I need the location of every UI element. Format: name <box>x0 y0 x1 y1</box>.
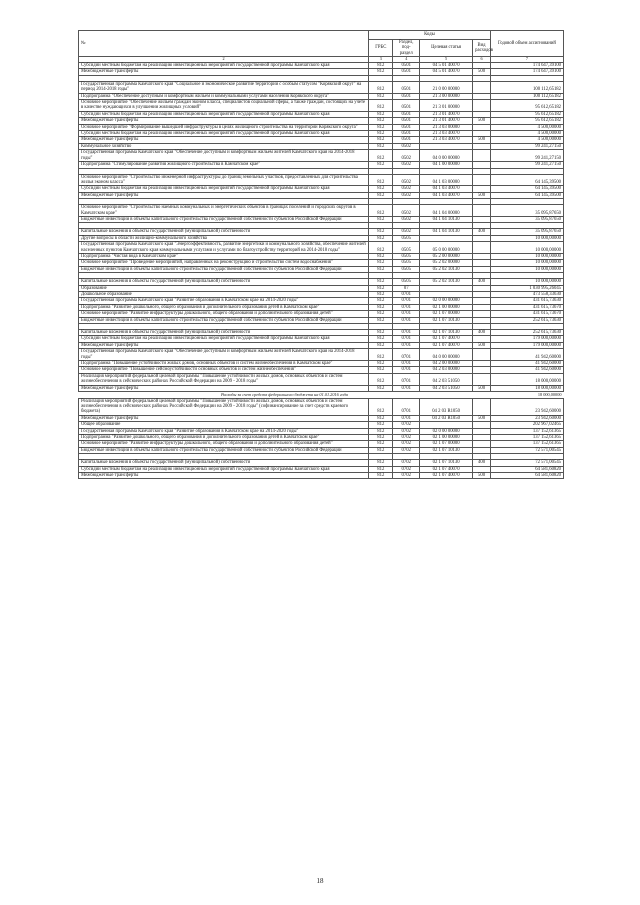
row-razdel: 0702 <box>393 441 420 447</box>
row-razdel: 0501 <box>393 124 420 130</box>
row-target-article: 02 1 00 00000 <box>420 434 473 440</box>
row-expense-type <box>473 174 491 186</box>
row-target-article: 04 1 00 00000 <box>420 162 473 168</box>
row-grbs: 812 <box>369 235 393 241</box>
row-razdel: 0701 <box>393 342 420 348</box>
row-sum: 4 500,00000 <box>490 131 563 137</box>
row-sum: 137 152,61365 <box>490 434 563 440</box>
row-razdel: 0701 <box>393 292 420 298</box>
row-name: Бюджетные инвестиции в объекты капитального строительства государственной собственности субъектов Российской Федерации <box>79 266 369 272</box>
row-razdel: 0505 <box>393 242 420 254</box>
table-row <box>79 81 564 93</box>
row-grbs: 812 <box>369 162 393 168</box>
row-target-article: 02 0 00 00000 <box>420 428 473 434</box>
row-razdel: 0701 <box>393 373 420 385</box>
table-row <box>79 472 564 478</box>
row-name: Межбюджетные трансферты <box>79 69 369 75</box>
row-razdel: 0701 <box>393 398 420 415</box>
row-name: Бюджетные инвестиции в объекты капитального строительства государственной собственности субъектов Российской Федерации <box>79 317 369 323</box>
table-row <box>79 349 564 361</box>
row-grbs: 812 <box>369 349 393 361</box>
row-name: Капитальные вложения в объекты государственной (муниципальной) собственности <box>79 330 369 336</box>
row-sum: 23 942,60000 <box>490 415 563 421</box>
row-sum: 99 241,27150 <box>490 162 563 168</box>
row-razdel: 0701 <box>393 361 420 367</box>
row-target-article: 05 0 00 00000 <box>420 242 473 254</box>
row-razdel: 0502 <box>393 192 420 198</box>
row-expense-type <box>473 81 491 93</box>
row-target-article: 05 2 00 00000 <box>420 253 473 259</box>
row-grbs: 812 <box>369 330 393 336</box>
row-grbs: 812 <box>369 460 393 466</box>
row-name: Основное мероприятие "Развитие инфраструктуры дошкольного, общего образования и дополнительного образования детей" <box>79 441 369 447</box>
row-sum: 100 112,65182 <box>490 81 563 93</box>
column-index: 3 <box>369 57 393 63</box>
row-name: Подпрограмма "Стимулирование развития жилищного строительства в Камчатском крае" <box>79 162 369 168</box>
row-grbs: 812 <box>369 304 393 310</box>
row-razdel: 0501 <box>393 93 420 99</box>
row-razdel: 0701 <box>393 349 420 361</box>
row-target-article: 02 1 07 10130 <box>420 330 473 336</box>
row-expense-type: 400 <box>473 279 491 285</box>
row-razdel: 0701 <box>393 415 420 421</box>
row-expense-type: 500 <box>473 415 491 421</box>
row-sum: 137 152,61365 <box>490 428 563 434</box>
row-sum: 202 967,02465 <box>490 422 563 428</box>
row-name: Государственная программа Камчатского края "Обеспечение доступным и комфортным жильем жителей Камчатского края на 2014-2018 годы" <box>79 349 369 361</box>
row-grbs: 812 <box>369 69 393 75</box>
column-index: 7 <box>490 57 563 63</box>
row-grbs: 812 <box>369 143 393 149</box>
row-target-article: 05 2 02 10130 <box>420 266 473 272</box>
header-annual-sum: Годовой объем ассигнований <box>490 31 563 57</box>
row-target-article: 05 2 02 10130 <box>420 279 473 285</box>
row-name: Подпрограмма "Развитие дошкольного, общего образования и дополнительного образования детей в Камчатском крае" <box>79 304 369 310</box>
row-grbs: 812 <box>369 266 393 272</box>
header-vr: Вид расходов <box>473 40 491 57</box>
row-grbs: 812 <box>369 100 393 112</box>
row-sum: 64 581,60820 <box>490 466 563 472</box>
row-sum: 64 581,60820 <box>490 472 563 478</box>
row-grbs: 812 <box>369 428 393 434</box>
row-expense-type: 500 <box>473 118 491 124</box>
row-razdel: 0702 <box>393 472 420 478</box>
note-text: Расходы за счет средств федерального бюджета на 01.01.2016 года <box>79 392 491 398</box>
row-name: Межбюджетные трансферты <box>79 342 369 348</box>
row-target-article: 02 1 07 10130 <box>420 460 473 466</box>
row-target-article: 04 5 01 40070 <box>420 63 473 69</box>
row-sum: 10 000,00000 <box>490 235 563 241</box>
row-sum: 10 000,00000 <box>490 279 563 285</box>
row-grbs: 812 <box>369 242 393 254</box>
row-expense-type <box>473 349 491 361</box>
row-grbs: 812 <box>369 415 393 421</box>
row-grbs: 812 <box>369 260 393 266</box>
row-grbs: 812 <box>369 229 393 235</box>
row-grbs: 812 <box>369 63 393 69</box>
row-name: Бюджетные инвестиции в объекты капитального строительства государственной собственности субъектов Российской Федерации <box>79 447 369 453</box>
row-razdel: 0501 <box>393 137 420 143</box>
row-sum: 64 145,39500 <box>490 174 563 186</box>
row-razdel: 0505 <box>393 253 420 259</box>
row-sum: 431 615,73670 <box>490 311 563 317</box>
row-target-article: 02 1 07 00000 <box>420 441 473 447</box>
row-grbs: 812 <box>369 317 393 323</box>
row-razdel: 0701 <box>393 317 420 323</box>
row-grbs: 812 <box>369 311 393 317</box>
row-target-article: 04 1 04 10130 <box>420 216 473 222</box>
row-target-article: 02 1 00 00000 <box>420 304 473 310</box>
row-sum: 4 500,00000 <box>490 124 563 130</box>
row-name: Основное мероприятие "Формирование вышедшей инфраструктуры в целях жилищного строительства на территории Корякского округа" <box>79 124 369 130</box>
row-sum: 72 571,00545 <box>490 460 563 466</box>
row-sum: 41 942,60000 <box>490 361 563 367</box>
table-row <box>79 100 564 112</box>
row-razdel: 0702 <box>393 460 420 466</box>
row-sum: 41 942,60000 <box>490 349 563 361</box>
row-target-article: 21 3 00 00000 <box>420 93 473 99</box>
row-name: Другие вопросы в области жилищно-коммунального хозяйства <box>79 235 369 241</box>
row-sum: 473 558,33630 <box>490 292 563 298</box>
row-grbs: 812 <box>369 174 393 186</box>
row-target-article: 21 3 03 40070 <box>420 131 473 137</box>
row-expense-type <box>473 398 491 415</box>
row-name: Субсидии местным бюджетам на реализацию инвестиционных мероприятий государственной программы Камчатского края <box>79 63 369 69</box>
row-grbs: 812 <box>369 253 393 259</box>
row-razdel: 0501 <box>393 69 420 75</box>
row-sum: 100 112,65182 <box>490 93 563 99</box>
row-name: Государственная программа Камчатского края "Социальное и экономическое развитие территории с особым статусом "Корякский округ" на период 2014-2018 годы" <box>79 81 369 93</box>
column-index: 5 <box>420 57 473 63</box>
row-name: Реализация мероприятий федеральной целевой программы "Повышение устойчивости жилых домов, основных объектов и систем жизнеобеспечения в сейсмических районах Российской Федерации на 2009 - 2018 годы" <box>79 373 369 385</box>
row-name: Межбюджетные трансферты <box>79 192 369 198</box>
row-razdel: 0501 <box>393 111 420 117</box>
row-sum: 99 241,27150 <box>490 150 563 162</box>
row-razdel: 0502 <box>393 143 420 149</box>
row-grbs: 812 <box>369 118 393 124</box>
row-grbs: 812 <box>369 81 393 93</box>
row-razdel: 0502 <box>393 174 420 186</box>
row-grbs: 812 <box>369 205 393 217</box>
row-sum: 10 000,00000 <box>490 253 563 259</box>
row-target-article: 05 2 02 00000 <box>420 260 473 266</box>
row-target-article: 21 3 01 40070 <box>420 111 473 117</box>
row-sum: 1 030 995,26045 <box>490 285 563 291</box>
row-name: Капитальные вложения в объекты государственной (муниципальной) собственности <box>79 460 369 466</box>
row-name: Основное мероприятие "Развитие инфраструктуры дошкольного, общего образования и дополнительного образования детей" <box>79 311 369 317</box>
row-sum: 35 095,87650 <box>490 229 563 235</box>
row-grbs: 812 <box>369 441 393 447</box>
table-row <box>79 373 564 385</box>
row-target-article: 02 1 07 40070 <box>420 472 473 478</box>
row-sum: 252 615,73630 <box>490 330 563 336</box>
row-razdel: 0505 <box>393 279 420 285</box>
row-grbs: 812 <box>369 398 393 415</box>
row-razdel: 0501 <box>393 118 420 124</box>
row-sum: 179 000,00000 <box>490 336 563 342</box>
row-expense-type: 500 <box>473 69 491 75</box>
row-expense-type: 400 <box>473 229 491 235</box>
row-razdel: 0501 <box>393 81 420 93</box>
row-razdel: 0701 <box>393 385 420 391</box>
row-razdel: 0702 <box>393 447 420 453</box>
row-name: Субсидии местным бюджетам на реализацию инвестиционных мероприятий государственной программы Камчатского края <box>79 131 369 137</box>
table-row <box>79 150 564 162</box>
row-name: Основное мероприятие "Строительство инженерной инфраструктуры до границ земельных участков, предоставленных для строительства жилья эконом класса" <box>79 174 369 186</box>
row-target-article: 04 2 00 00000 <box>420 361 473 367</box>
row-expense-type <box>473 100 491 112</box>
row-grbs: 812 <box>369 124 393 130</box>
header-razdel: Раздел, под-раздел <box>393 40 420 57</box>
row-grbs: 812 <box>369 292 393 298</box>
row-target-article: 04 2 03 51050 <box>420 373 473 385</box>
page-number: 18 <box>316 877 324 885</box>
row-name: Основное мероприятие "Проведение мероприятий, направленных на реконструкцию и строительство систем водоснабжения" <box>79 260 369 266</box>
row-grbs: 812 <box>369 150 393 162</box>
row-sum: 23 942,60000 <box>490 398 563 415</box>
row-target-article: 21 0 00 00000 <box>420 81 473 93</box>
row-razdel: 0701 <box>393 330 420 336</box>
row-target-article: 02 1 07 40070 <box>420 466 473 472</box>
row-razdel: 0501 <box>393 63 420 69</box>
row-razdel: 0702 <box>393 428 420 434</box>
row-name: Государственная программа Камчатского края "Развитие образования в Камчатском крае на 2014-2020 годы" <box>79 298 369 304</box>
row-target-article: 04 2 03 R1050 <box>420 415 473 421</box>
row-name: Основное мероприятие "Обеспечение жильем граждан эконом класса, специалистов социальной сферы, а также граждан, состоящих на учете в качестве нуждающихся в улучшении жилищных условий" <box>79 100 369 112</box>
row-name: Подпрограмма "Развитие дошкольного, общего образования и дополнительного образования детей в Камчатском крае" <box>79 434 369 440</box>
table-body <box>79 63 564 479</box>
row-sum: 72 571,00545 <box>490 447 563 453</box>
row-target-article: 02 0 00 00000 <box>420 298 473 304</box>
row-target-article: 04 0 00 00000 <box>420 150 473 162</box>
row-expense-type: 500 <box>473 192 491 198</box>
row-expense-type: 400 <box>473 330 491 336</box>
row-grbs: 812 <box>369 111 393 117</box>
row-sum: 95 612,65182 <box>490 100 563 112</box>
row-name: Основное мероприятие "Повышение сейсмоустойчивости основных объектов и систем жизнеобеспечения" <box>79 367 369 373</box>
row-razdel: 0502 <box>393 186 420 192</box>
table-row <box>79 242 564 254</box>
row-expense-type: 500 <box>473 137 491 143</box>
row-razdel: 0502 <box>393 150 420 162</box>
table-row <box>79 398 564 415</box>
row-target-article: 02 1 07 40070 <box>420 336 473 342</box>
row-grbs: 812 <box>369 447 393 453</box>
table-header <box>79 31 564 63</box>
row-razdel: 0502 <box>393 162 420 168</box>
row-razdel: 0702 <box>393 434 420 440</box>
row-name: Субсидии местным бюджетам на реализацию инвестиционных мероприятий государственной программы Камчатского края <box>79 466 369 472</box>
row-sum: 41 942,60000 <box>490 367 563 373</box>
row-target-article: 02 1 07 40070 <box>420 342 473 348</box>
row-sum: 4 500,00000 <box>490 137 563 143</box>
row-razdel: 0501 <box>393 100 420 112</box>
row-sum: 18 000,00000 <box>490 373 563 385</box>
row-name: Межбюджетные трансферты <box>79 137 369 143</box>
row-name: Подпрограмма "Повышение устойчивости жилых домов, основных объектов и систем жизнеобеспечения в Камчатском крае" <box>79 361 369 367</box>
row-target-article: 02 1 07 10130 <box>420 317 473 323</box>
row-expense-type: 500 <box>473 342 491 348</box>
row-name: Субсидии местным бюджетам на реализацию инвестиционных мероприятий государственной программы Камчатского края <box>79 186 369 192</box>
row-razdel: 0701 <box>393 311 420 317</box>
row-grbs: 812 <box>369 216 393 222</box>
row-name: Коммунальное хозяйство <box>79 143 369 149</box>
row-name: Подпрограмма "Обеспечение доступным и комфортным жильем и коммунальными услугами населения Корякского округа" <box>79 93 369 99</box>
row-target-article: 04 1 03 40070 <box>420 186 473 192</box>
row-grbs: 812 <box>369 336 393 342</box>
row-name: Государственная программа Камчатского края "Обеспечение доступным и комфортным жильем жителей Камчатского края на 2014-2018 годы" <box>79 150 369 162</box>
row-target-article: 21 3 01 40070 <box>420 118 473 124</box>
row-razdel: 0701 <box>393 298 420 304</box>
row-name: Государственная программа Камчатского края "Развитие образования в Камчатском крае на 2014-2020 годы" <box>79 428 369 434</box>
row-name: Образование <box>79 285 369 291</box>
row-name: Межбюджетные трансферты <box>79 472 369 478</box>
row-razdel: 0502 <box>393 205 420 217</box>
row-target-article: 04 1 04 10130 <box>420 229 473 235</box>
row-sum: 431 615,73630 <box>490 298 563 304</box>
row-target-article: 04 1 03 00000 <box>420 174 473 186</box>
row-name: Подпрограмма "Чистая вода в Камчатском крае" <box>79 253 369 259</box>
row-sum: 99 241,27150 <box>490 143 563 149</box>
row-expense-type: 400 <box>473 460 491 466</box>
row-name: Капитальные вложения в объекты государственной (муниципальной) собственности <box>79 229 369 235</box>
row-sum: 137 152,61365 <box>490 441 563 447</box>
header-grbs: ГРБС <box>369 40 393 57</box>
row-razdel: 0701 <box>393 367 420 373</box>
row-expense-type: 500 <box>473 385 491 391</box>
row-razdel: 07 <box>393 285 420 291</box>
row-name: Государственная программа Камчатского края "Энергоэффективность, развитие энергетики и коммунального хозяйства, обеспечение жителей населенных пунктов Камчатского края коммунальными услугами и услугами по благоустройству территорий на 2014-2018 годы" <box>79 242 369 254</box>
row-sum: 35 095,87650 <box>490 216 563 222</box>
column-index: 4 <box>393 57 420 63</box>
row-grbs: 812 <box>369 361 393 367</box>
header-codes: Коды <box>369 31 491 40</box>
row-grbs: 812 <box>369 93 393 99</box>
row-sum: 95 612,65182 <box>490 111 563 117</box>
row-target-article: 21 3 03 40070 <box>420 137 473 143</box>
row-razdel: 0502 <box>393 216 420 222</box>
row-sum: 64 145,39500 <box>490 186 563 192</box>
budget-document <box>78 30 564 479</box>
row-grbs: 812 <box>369 298 393 304</box>
note-sum: 18 000,00000 <box>490 392 563 398</box>
row-target-article: 21 3 01 00000 <box>420 100 473 112</box>
header-number: № <box>79 31 369 57</box>
row-razdel: 0701 <box>393 336 420 342</box>
row-target-article: 02 1 07 00000 <box>420 311 473 317</box>
row-sum: 10 000,00000 <box>490 266 563 272</box>
row-grbs: 812 <box>369 279 393 285</box>
row-sum: 252 615,73630 <box>490 317 563 323</box>
row-expense-type: 500 <box>473 472 491 478</box>
row-sum: 35 095,87650 <box>490 205 563 217</box>
row-target-article: 04 1 04 00000 <box>420 205 473 217</box>
row-grbs: 812 <box>369 367 393 373</box>
row-name: Межбюджетные трансферты <box>79 118 369 124</box>
row-sum: 179 000,00000 <box>490 342 563 348</box>
row-razdel: 0702 <box>393 466 420 472</box>
row-name: Межбюджетные трансферты <box>79 385 369 391</box>
budget-table <box>78 30 564 479</box>
row-razdel: 0501 <box>393 131 420 137</box>
row-grbs: 812 <box>369 186 393 192</box>
row-grbs: 812 <box>369 385 393 391</box>
row-name: Основное мероприятие "Строительство наемных коммунальных и энергетических объектов в границах поселений и городских округов в Камчатском крае" <box>79 205 369 217</box>
table-row <box>79 205 564 217</box>
row-name: Реализация мероприятий федеральной целевой программы "Повышение устойчивости жилых домов, основных объектов и систем жизнеобеспечения в сейсмических районах Российской Федерации на 2009 - 2018 годы" (софинансирование за счет средств краевого бюджета) <box>79 398 369 415</box>
row-name: Общее образование <box>79 422 369 428</box>
row-sum: 10 000,00000 <box>490 260 563 266</box>
row-target-article: 04 2 03 51050 <box>420 385 473 391</box>
row-name: Капитальные вложения в объекты государственной (муниципальной) собственности <box>79 279 369 285</box>
row-expense-type <box>473 150 491 162</box>
row-grbs: 812 <box>369 373 393 385</box>
row-grbs: 812 <box>369 137 393 143</box>
row-razdel: 0701 <box>393 304 420 310</box>
row-expense-type <box>473 242 491 254</box>
row-target-article: 04 5 01 40070 <box>420 69 473 75</box>
row-grbs: 812 <box>369 131 393 137</box>
row-grbs: 812 <box>369 472 393 478</box>
row-grbs: 812 <box>369 434 393 440</box>
row-razdel: 0505 <box>393 260 420 266</box>
row-name: Межбюджетные трансферты <box>79 415 369 421</box>
row-grbs: 812 <box>369 342 393 348</box>
row-target-article: 04 0 00 00000 <box>420 349 473 361</box>
row-sum: 10 000,00000 <box>490 242 563 254</box>
row-razdel: 0505 <box>393 235 420 241</box>
row-sum: 431 615,73670 <box>490 304 563 310</box>
row-razdel: 0505 <box>393 266 420 272</box>
row-razdel: 0502 <box>393 229 420 235</box>
row-sum: 174 647,39100 <box>490 69 563 75</box>
row-razdel: 0702 <box>393 422 420 428</box>
row-target-article: 02 1 07 10130 <box>420 447 473 453</box>
row-grbs: 812 <box>369 285 393 291</box>
row-sum: 95 612,65182 <box>490 118 563 124</box>
row-target-article: 04 2 03 00000 <box>420 367 473 373</box>
row-target-article: 04 1 03 40070 <box>420 192 473 198</box>
row-grbs: 812 <box>369 466 393 472</box>
row-grbs: 812 <box>369 422 393 428</box>
row-sum: 18 000,00000 <box>490 385 563 391</box>
row-name: Дошкольное образование <box>79 292 369 298</box>
row-name: Субсидии местным бюджетам на реализацию инвестиционных мероприятий государственной программы Камчатского края <box>79 336 369 342</box>
row-expense-type <box>473 373 491 385</box>
row-name: Бюджетные инвестиции в объекты капитального строительства государственной собственности субъектов Российской Федерации <box>79 216 369 222</box>
row-expense-type <box>473 205 491 217</box>
row-grbs: 812 <box>369 192 393 198</box>
column-index: 2 <box>79 57 369 63</box>
table-row <box>79 174 564 186</box>
row-sum: 64 145,39500 <box>490 192 563 198</box>
row-sum: 174 647,39100 <box>490 63 563 69</box>
column-index: 6 <box>473 57 491 63</box>
header-target: Целевая статья <box>420 40 473 57</box>
row-name: Субсидии местным бюджетам на реализацию инвестиционных мероприятий государственной программы Камчатского края <box>79 111 369 117</box>
row-target-article: 21 3 03 00000 <box>420 124 473 130</box>
row-target-article: 04 2 03 R1050 <box>420 398 473 415</box>
